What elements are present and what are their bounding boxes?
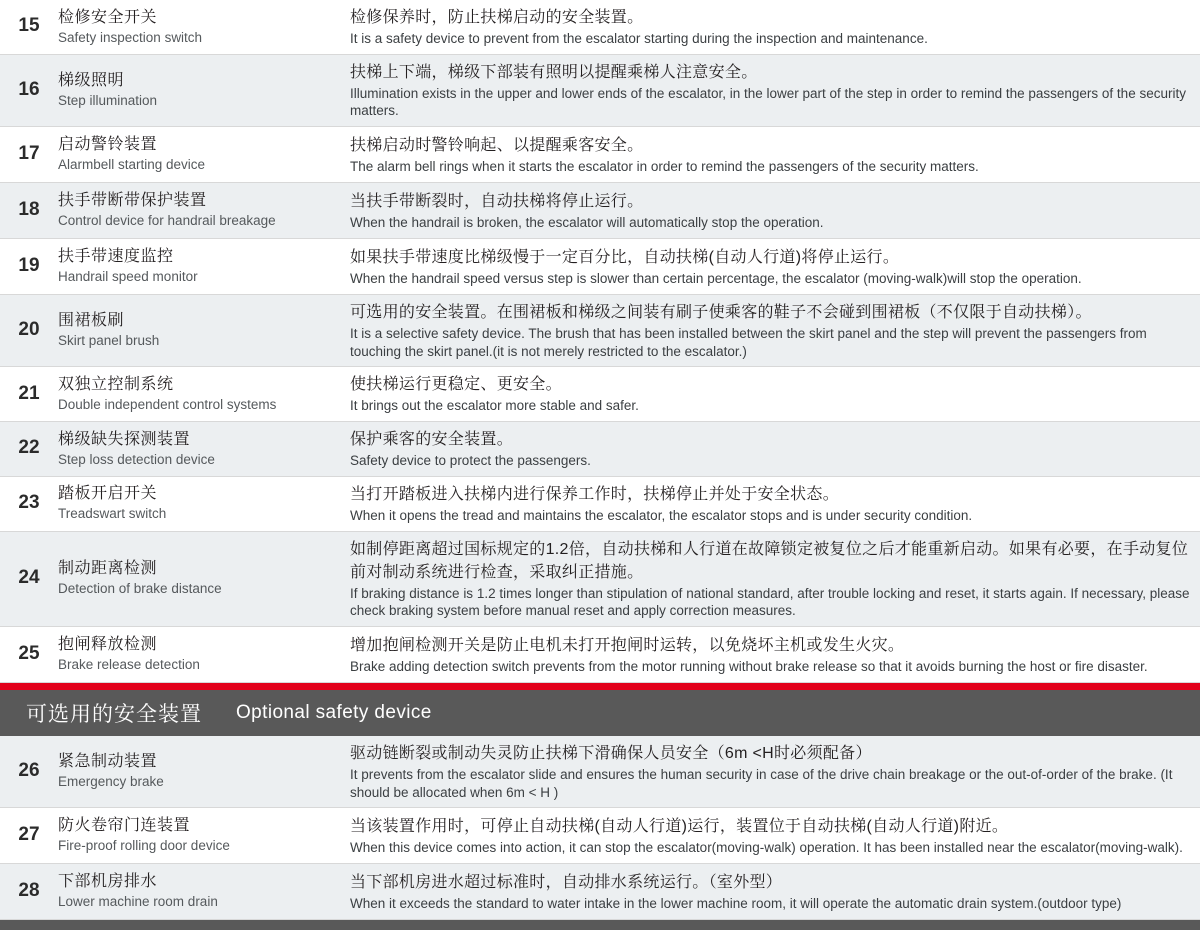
device-desc-cn: 保护乘客的安全装置。 [350, 431, 514, 449]
device-name-cell [58, 559, 350, 598]
device-desc-en: If braking distance is 1.2 times longer than stipulation of national standard, after trouble locking and reset, it starts again. If necessary, please check braking system before manual reset and apply correction measures. [350, 585, 1194, 619]
device-name-cn: 检修安全开关 [58, 8, 158, 26]
device-name-cell [58, 816, 350, 855]
device-desc-en: When it opens the tread and maintains the escalator, the escalator stops and is under security condition. [350, 507, 973, 523]
table-row [0, 295, 1200, 367]
table-row [0, 422, 1200, 477]
table-row [0, 239, 1200, 295]
table-row [0, 367, 1200, 422]
section-title-en: Optional safety device [236, 701, 432, 723]
table-row [0, 808, 1200, 864]
table-row [0, 477, 1200, 532]
device-name-cn: 踏板开启开关 [58, 485, 158, 503]
device-name-en: Control device for handrail breakage [58, 213, 276, 229]
device-name-en: Treadswart switch [58, 506, 167, 522]
device-desc-en: It is a safety device to prevent from the escalator starting during the inspection and maintenance. [350, 31, 928, 47]
device-desc-cell [350, 373, 1200, 415]
device-desc-cn: 当打开踏板进入扶梯内进行保养工作时，扶梯停止并处于安全状态。 [350, 485, 840, 503]
red-divider [0, 683, 1200, 690]
device-desc-en: Brake adding detection switch prevents from the motor running without brake release so that it avoids burning the host or fire disaster. [350, 658, 1148, 674]
device-name-cell [58, 484, 350, 523]
row-number: 18 [18, 199, 40, 221]
device-desc-cn: 当该装置作用时，可停止自动扶梯(自动人行道)运行，装置位于自动扶梯(自动人行道)附近。 [350, 817, 1009, 835]
device-name-en: Detection of brake distance [58, 581, 222, 597]
device-name-cell [58, 430, 350, 469]
device-desc-cell [350, 815, 1200, 857]
table-row [0, 183, 1200, 239]
device-name-cn: 梯级照明 [58, 72, 125, 90]
section-title-cn: 可选用的安全装置 [26, 702, 202, 726]
device-desc-en: When this device comes into action, it can stop the escalator(moving-walk) operation. It has been installed near the escalator(moving-walk). [350, 840, 1183, 856]
device-name-en: Alarmbell starting device [58, 157, 206, 173]
row-number: 28 [18, 880, 40, 902]
device-name-cell [58, 71, 350, 110]
device-name-cn: 制动距离检测 [58, 560, 158, 578]
table-row [0, 627, 1200, 683]
row-number: 17 [18, 143, 40, 165]
row-number: 26 [18, 760, 40, 782]
row-number: 27 [18, 824, 40, 846]
row-number: 21 [18, 382, 40, 404]
device-name-cn: 梯级缺失探测装置 [58, 430, 191, 448]
device-desc-en: The alarm bell rings when it starts the escalator in order to remind the passengers of the security matters. [350, 158, 979, 174]
device-desc-cell [350, 742, 1200, 801]
table-row [0, 736, 1200, 808]
device-desc-cn: 扶梯启动时警铃响起、以提醒乘客安全。 [350, 136, 644, 154]
table-row [0, 532, 1200, 627]
device-desc-en: It is a selective safety device. The brush that has been installed between the skirt panel and the step will prevent the passengers from touching the skirt panel.(it is not merely restricted to the escalator.) [350, 326, 1151, 359]
table-row [0, 864, 1200, 920]
device-desc-cn: 如制停距离超过国标规定的1.2倍，自动扶梯和人行道在故障锁定被复位之后才能重新启动。如果有必要，在手动复位前对制动系统进行检查，采取纠正措施。 [350, 540, 1189, 581]
device-desc-cn: 当扶手带断裂时，自动扶梯将停止运行。 [350, 192, 644, 210]
device-desc-en: When the handrail is broken, the escalator will automatically stop the operation. [350, 214, 824, 230]
table-row [0, 127, 1200, 183]
device-desc-cell [350, 61, 1200, 120]
device-desc-cell [350, 246, 1200, 288]
device-desc-cell [350, 634, 1200, 676]
row-number: 22 [18, 437, 40, 459]
device-name-cell [58, 375, 350, 414]
device-desc-en: It prevents from the escalator slide and ensures the human security in case of the drive chain breakage or the out-of-order of the brake. (It should be allocated when 6m < H ) [350, 767, 1177, 800]
table-row [0, 0, 1200, 55]
device-name-cn: 启动警铃装置 [58, 136, 158, 154]
device-desc-cn: 增加抱闸检测开关是防止电机未打开抱闸时运转，以免烧坏主机或发生火灾。 [350, 636, 905, 654]
row-number: 19 [18, 255, 40, 277]
device-name-cn: 围裙板刷 [58, 312, 125, 330]
device-name-cell [58, 8, 350, 47]
device-name-en: Double independent control systems [58, 396, 277, 412]
device-name-cell [58, 135, 350, 174]
device-name-cell [58, 635, 350, 674]
device-name-en: Brake release detection [58, 657, 200, 673]
device-desc-en: Safety device to protect the passengers. [350, 453, 591, 469]
device-desc-en: It brings out the escalator more stable and safer. [350, 398, 639, 414]
device-name-en: Safety inspection switch [58, 29, 203, 45]
row-number: 25 [18, 643, 40, 665]
device-name-cn: 扶手带断带保护装置 [58, 192, 207, 210]
device-name-cell [58, 872, 350, 911]
device-name-cell [58, 191, 350, 230]
device-name-cn: 紧急制动装置 [58, 753, 158, 771]
device-desc-cn: 可选用的安全装置。在围裙板和梯级之间装有刷子使乘客的鞋子不会碰到围裙板（不仅限于自动扶梯）。 [350, 304, 1092, 322]
section-header-optional-safety-device [0, 690, 1200, 736]
device-desc-cn: 检修保养时，防止扶梯启动的安全装置。 [350, 9, 644, 26]
device-desc-cell [350, 301, 1200, 360]
row-number: 15 [18, 15, 40, 37]
device-name-en: Emergency brake [58, 774, 164, 790]
device-name-en: Fire-proof rolling door device [58, 838, 230, 854]
device-desc-cell [350, 190, 1200, 232]
row-number: 20 [18, 319, 40, 341]
device-name-cell [58, 752, 350, 791]
device-name-cn: 双独立控制系统 [58, 375, 174, 393]
device-desc-cell [350, 538, 1200, 620]
device-desc-cn: 扶梯上下端，梯级下部装有照明以提醒乘梯人注意安全。 [350, 63, 758, 81]
device-name-en: Skirt panel brush [58, 333, 160, 349]
device-name-cn: 下部机房排水 [58, 873, 158, 891]
device-desc-cell [350, 871, 1200, 913]
device-name-en: Step loss detection device [58, 451, 215, 467]
device-name-cn: 抱闸释放检测 [58, 636, 158, 654]
device-desc-cn: 使扶梯运行更稳定、更安全。 [350, 376, 562, 394]
device-desc-en: Illumination exists in the upper and lower ends of the escalator, in the lower part of the step in order to remind the passengers of the security matters. [350, 85, 1190, 119]
device-name-en: Handrail speed monitor [58, 269, 198, 285]
device-desc-cell [350, 134, 1200, 176]
device-name-cell [58, 247, 350, 286]
device-desc-cell [350, 6, 1200, 48]
device-name-cn: 防火卷帘门连装置 [58, 817, 191, 835]
device-desc-en: When it exceeds the standard to water intake in the lower machine room, it will operate the automatic drain system.(outdoor type) [350, 896, 1122, 912]
row-number: 23 [18, 492, 40, 514]
device-name-cell [58, 311, 350, 350]
device-desc-cn: 如果扶手带速度比梯级慢于一定百分比，自动扶梯(自动人行道)将停止运行。 [350, 248, 900, 266]
row-number: 24 [18, 567, 40, 589]
device-desc-cn: 当下部机房进水超过标准时，自动排水系统运行。（室外型） [350, 873, 783, 891]
row-number: 16 [18, 78, 40, 100]
device-name-cn: 扶手带速度监控 [58, 248, 174, 266]
table-row [0, 55, 1200, 127]
device-desc-en: When the handrail speed versus step is slower than certain percentage, the escalator (moving-walk)will stop the operation. [350, 270, 1082, 286]
device-name-en: Step illumination [58, 93, 158, 109]
device-desc-cell [350, 428, 1200, 470]
device-desc-cell [350, 483, 1200, 525]
footer-bar [0, 920, 1200, 930]
device-name-en: Lower machine room drain [58, 894, 218, 910]
device-desc-cn: 驱动链断裂或制动失灵防止扶梯下滑确保人员安全（6m <H时必须配备） [350, 744, 872, 762]
